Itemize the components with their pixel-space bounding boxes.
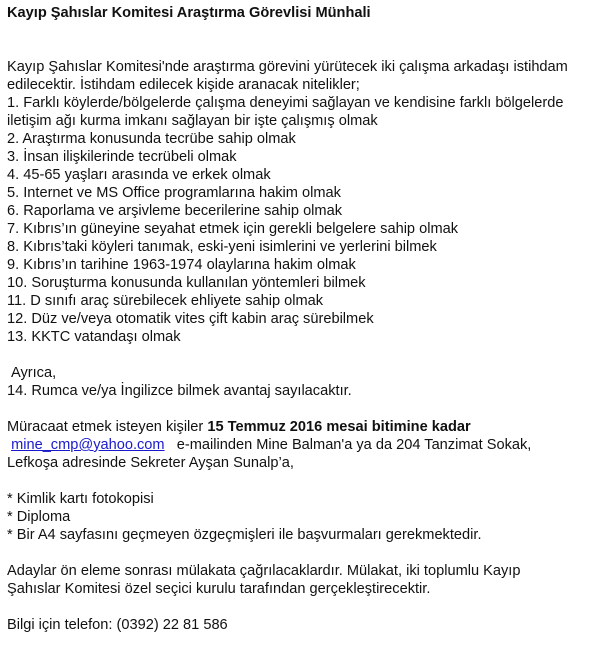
requirement-item: 5. Internet ve MS Office programlarına hakim olmak	[7, 185, 341, 201]
requirement-item: 13. KKTC vatandaşı olmak	[7, 329, 181, 345]
email-link[interactable]: mine_cmp@yahoo.com	[11, 437, 165, 453]
document-item: * Kimlik kartı fotokopisi	[7, 491, 154, 507]
interview-line: Şahıslar Komitesi özel seçici kurulu tarafından gerçekleştirecektir.	[7, 581, 431, 597]
intro-line: edilecektir. İstihdam edilecek kişide aranacak nitelikler;	[7, 77, 360, 93]
required-documents-list	[7, 490, 615, 544]
requirement-item: iletişim ağı kurma imkanı sağlayan bir işte çalışmış olmak	[7, 113, 378, 129]
requirement-item: 3. İnsan ilişkilerinde tecrübeli olmak	[7, 149, 237, 165]
contact-info: Bilgi için telefon: (0392) 22 81 586	[7, 617, 228, 633]
requirement-item: 9. Kıbrıs’ın tarihine 1963-1974 olaylarına hakim olmak	[7, 257, 356, 273]
requirements-list	[7, 94, 615, 346]
additional-label: Ayrıca,	[11, 365, 57, 381]
requirement-item: 4. 45-65 yaşları arasında ve erkek olmak	[7, 167, 271, 183]
requirement-item: 11. D sınıfı araç sürebilecek ehliyete sahip olmak	[7, 293, 324, 309]
additional-section	[7, 364, 615, 400]
intro-line: Kayıp Şahıslar Komitesi'nde araştırma görevini yürütecek iki çalışma arkadaşı istihdam	[7, 59, 568, 75]
application-paragraph	[7, 418, 615, 472]
requirement-item: 12. Düz ve/veya otomatik vites çift kabin araç sürebilmek	[7, 311, 374, 327]
requirement-item: 6. Raporlama ve arşivleme becerilerine sahip olmak	[7, 203, 342, 219]
interview-line: Adaylar ön eleme sonrası mülakata çağrılacaklardır. Mülakat, iki toplumlu Kayıp	[7, 563, 521, 579]
requirement-item: 10. Soruşturma konusunda kullanılan yöntemleri bilmek	[7, 275, 366, 291]
page-title: Kayıp Şahıslar Komitesi Araştırma Görevlisi Münhali	[7, 5, 371, 21]
interview-paragraph	[7, 562, 615, 598]
application-deadline: 15 Temmuz 2016 mesai bitimine kadar	[207, 419, 471, 435]
additional-item: 14. Rumca ve/ya İngilizce bilmek avantaj sayılacaktır.	[7, 383, 352, 399]
application-address: Lefkoşa adresinde Sekreter Ayşan Sunalp’a,	[7, 455, 294, 471]
requirement-item: 2. Araştırma konusunda tecrübe sahip olmak	[7, 131, 296, 147]
document-item: * Diploma	[7, 509, 71, 525]
requirement-item: 7. Kıbrıs’ın güneyine seyahat etmek için gerekli belgelere sahip olmak	[7, 221, 459, 237]
application-prefix: Müracaat etmek isteyen kişiler	[7, 419, 208, 435]
requirement-item: 1. Farklı köylerde/bölgelerde çalışma deneyimi sağlayan ve kendisine farklı bölgelerde	[7, 95, 564, 111]
intro-paragraph	[7, 58, 615, 94]
requirement-item: 8. Kıbrıs’taki köyleri tanımak, eski-yeni isimlerini ve yerlerini bilmek	[7, 239, 437, 255]
application-after-email: e-mailinden Mine Balman'a ya da 204 Tanzimat Sokak,	[164, 437, 532, 453]
document-item: * Bir A4 sayfasını geçmeyen özgeçmişleri ile başvurmaları gerekmektedir.	[7, 527, 482, 543]
